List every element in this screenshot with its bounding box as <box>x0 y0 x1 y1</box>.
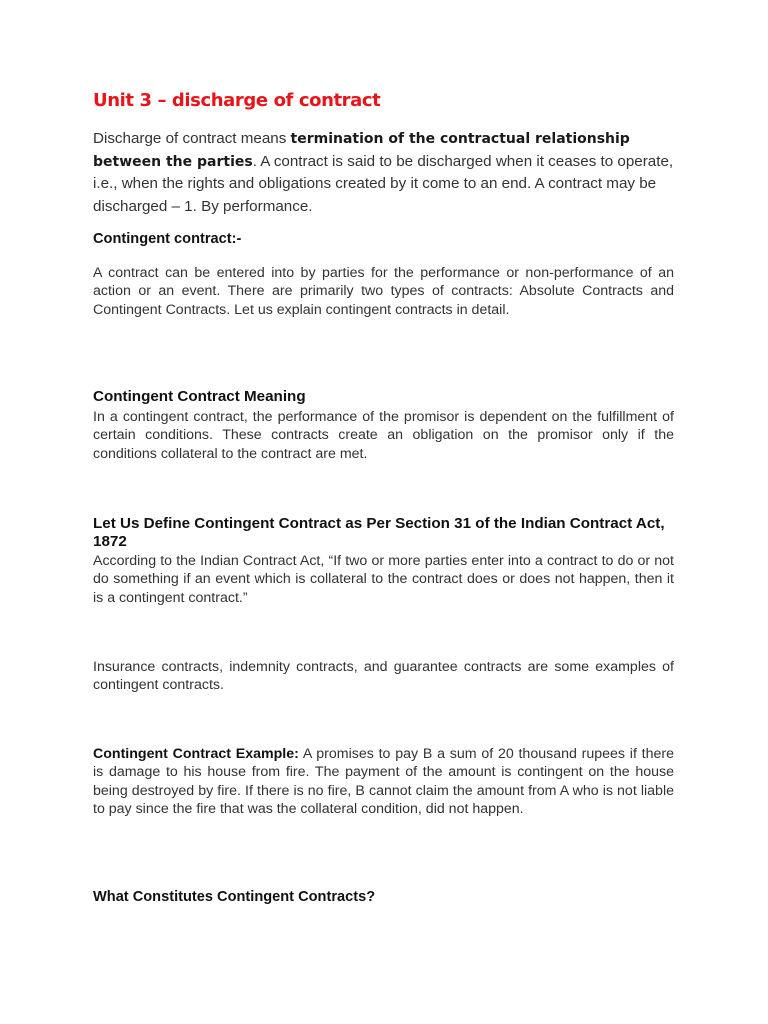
constitutes-heading: What Constitutes Contingent Contracts? <box>93 889 376 905</box>
examples-paragraph: Insurance contracts, indemnity contracts, and guarantee contracts are some examples of contingent contracts. <box>93 659 674 694</box>
page-title: Unit 3 – discharge of contract <box>93 90 381 111</box>
definition-paragraph: According to the Indian Contract Act, “If two or more parties enter into a contract to do or not do something if an event which is collateral to the contract does or does not happen, then it is a contingent contract.” <box>93 553 674 606</box>
intro-text-start: Discharge of contract means <box>93 130 291 147</box>
meaning-heading: Contingent Contract Meaning <box>93 388 306 405</box>
example-text: A promises to pay B a sum of 20 thousand rupees if there is damage to his house from fire. The payment of the amount is contingent on the house being destroyed by fire. If there is no fire, B cannot claim the amount from A who is not liable to pay since the fire that was the collateral condition, did not happen. <box>93 746 675 818</box>
intro-paragraph <box>93 128 674 218</box>
definition-heading: Let Us Define Contingent Contract as Per Section 31 of the Indian Contract Act, 1872 <box>93 515 665 550</box>
intro-bold-phrase: termination of the contractual relationship between the parties <box>93 131 630 170</box>
meaning-paragraph: In a contingent contract, the performance of the promisor is dependent on the fulfillment of certain conditions. These contracts create an obligation on the promisor only if the conditions collateral to the contract are met. <box>93 409 674 462</box>
example-paragraph <box>93 745 674 819</box>
example-label: Contingent Contract Example: <box>93 746 299 762</box>
intro-text-end: . A contract is said to be discharged when it ceases to operate, i.e., when the rights and obligations created by it come to an end. A contract may be discharged – 1. By performance. <box>93 152 674 215</box>
contingent-contract-heading: Contingent contract:- <box>93 231 242 247</box>
contingent-contract-paragraph: A contract can be entered into by parties for the performance or non-performance of an action or an event. There are primarily two types of contracts: Absolute Contracts and Contingent Contracts. Let us explain contingent contracts in detail. <box>93 265 674 318</box>
